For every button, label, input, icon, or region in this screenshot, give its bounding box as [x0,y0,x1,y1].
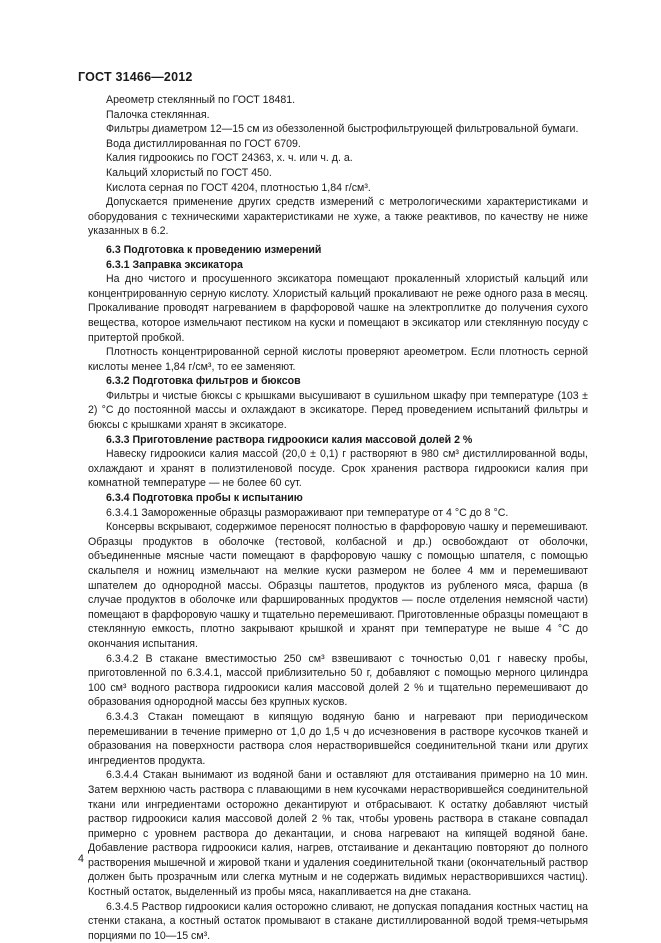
list-item: Кальций хлористый по ГОСТ 450. [106,166,272,179]
list-item: Палочка стеклянная. [106,108,210,121]
list-item: Кислота серная по ГОСТ 4204, плотностью 1,84 г/см³. [106,181,371,194]
paragraph: 6.3.4.4 Стакан вынимают из водяной бани и оставляют для отстаивания примерно на 10 мин. Затем верхнюю часть раствора с плавающими в нем кусочками нерастворившейся соединительной ткани или ингредиентами осторожно декантируют и отбрасывают. К остатку добавляют чистый раствор гидроокиси калия массовой долей 2 % так, чтобы уровень раствора в стакане совпадал примерно с уровнем раствора до декантации, и снова нагревают на кипящей водяной бане. Добавление раствора гидроокиси калия, нагрев, отстаивание и декантацию повторяют до полного растворения мышечной и жировой ткани и удаления соединительной ткани (окончательный раствор должен быть прозрачным или слегка мутным и не содержать видимых нерастворившихся частиц). Костный остаток, выделенный из пробы мяса, накапливается на дне стакана. [88,769,588,899]
section-heading-6-3: 6.3 Подготовка к проведению измерений [106,243,322,256]
paragraph: Навеску гидроокиси калия массой (20,0 ± 0,1) г растворяют в 980 см³ дистиллированной воды, охлаждают и хранят в полиэтиленовой посуде. Срок хранения раствора гидроокиси калия при комнатной температуре — не более 60 сут. [88,448,588,490]
page-content [88,93,588,943]
section-heading-6-3-4: 6.3.4 Подготовка пробы к испытанию [106,492,303,505]
list-item: Калия гидроокись по ГОСТ 24363, х. ч. или ч. д. а. [106,152,353,165]
paragraph: На дно чистого и просушенного эксикатора помещают прокаленный хлористый кальций или концентрированную серную кислоту. Хлористый кальций прокаливают не реже одного раза в месяц. Прокаливание проводят нагреванием в фарфоровой чашке на электроплитке до получения сухого вещества, которое измельчают пестиком на куски и помещают в эксикатор или стеклянную посуду с притертой пробкой. [88,273,588,344]
paragraph: 6.3.4.5 Раствор гидроокиси калия осторожно сливают, не допуская попадания костных частиц на стенки стакана, а костный остаток промывают в стакане дистиллированной водой тремя-четырьмя порциями по 10—15 см³. [88,900,588,942]
paragraph: 6.3.4.3 Стакан помещают в кипящую водяную баню и нагревают при периодическом перемешивании в течение примерно от 1,0 до 1,5 ч до исчезновения в растворе кусочков тканей и образования на поверхности раствора слоя нерастворившейся соединительной ткани или других ингредиентов продукта. [88,710,588,767]
paragraph: 6.3.4.1 Замороженные образцы размораживают при температуре от 4 °С до 8 °С. [106,506,509,519]
document-header: ГОСТ 31466—2012 [78,70,193,84]
list-item: Ареометр стеклянный по ГОСТ 18481. [106,94,296,106]
section-heading-6-3-3: 6.3.3 Приготовление раствора гидроокиси калия массовой долей 2 % [106,433,473,446]
paragraph: Консервы вскрывают, содержимое переносят полностью в фарфоровую чашку и перемешивают. Образцы продуктов в оболочке (тестовой, колбасной и др.) освобождают от оболочки, объединенные мясные части помещают в фарфоровую чашку с помощью шпателя, с помощью скальпеля и ножниц измельчают на мелкие куски размером не более 4 мм и перемешивают шпателем до однородной массы. Образцы паштетов, продуктов из рубленого мяса, фарша (в случае продуктов в оболочке или фаршированных продуктов — после отделения немясной части) помещают в фарфоровую чашку и тщательно перемешивают. Приготовленные образцы помещают в стеклянную емкость, плотно закрывают крышкой и хранят при температуре не выше 4 °С до окончания испытания. [88,521,588,650]
paragraph: 6.3.4.2 В стакане вместимостью 250 см³ взвешивают с точностью 0,01 г навеску пробы, приготовленной по 6.3.4.1, массой приблизительно 50 г, добавляют с помощью мерного цилиндра 100 см³ водного раствора гидроокиси калия массовой долей 2 % и тщательно перемешивают до образования однородной массы без крупных кусков. [88,652,588,709]
section-heading-6-3-1: 6.3.1 Заправка эксикатора [106,258,243,271]
paragraph: Плотность концентрированной серной кислоты проверяют ареометром. Если плотность серной кислоты менее 1,84 г/см³, то ее заменяют. [88,346,588,373]
page-number: 4 [78,853,84,865]
paragraph: Фильтры и чистые бюксы с крышками высушивают в сушильном шкафу при температуре (103 ± 2) °С до постоянной массы и охлаждают в эксикаторе. Перед проведением испытаний фильтры и бюксы с крышками хранят в эксикаторе. [88,389,588,432]
paragraph-allowed: Допускается применение других средств измерений с метрологическими характеристиками и оборудования с техническими характеристиками не хуже, а также реактивов, по качеству не ниже указанных в 6.2. [88,196,588,238]
list-item: Фильтры диаметром 12—15 см из обеззоленной быстрофильтрующей фильтровальной бумаги. [106,123,579,136]
section-heading-6-3-2: 6.3.2 Подготовка фильтров и бюксов [106,375,301,388]
list-item: Вода дистиллированная по ГОСТ 6709. [106,137,301,150]
